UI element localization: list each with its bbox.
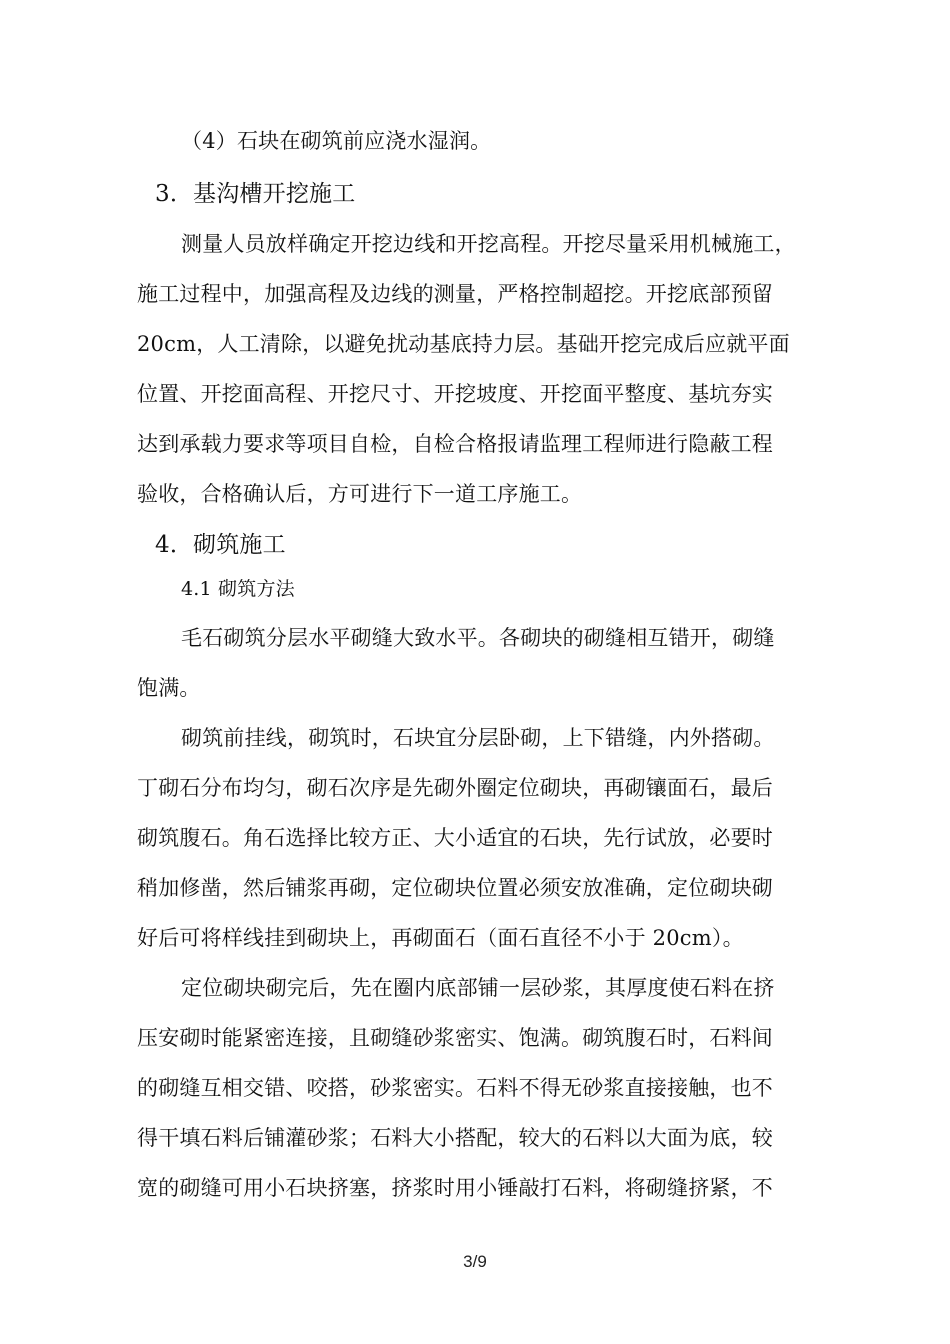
page-number: 3/9	[463, 1252, 487, 1271]
paragraph-line: 饱满。	[137, 676, 201, 700]
section-4-heading: 4．砌筑施工	[155, 532, 286, 558]
paragraph-line: 稍加修凿，然后铺浆再砌，定位砌块位置必须安放准确，定位砌块砌	[137, 876, 773, 900]
paragraph-line: 测量人员放样确定开挖边线和开挖高程。开挖尽量采用机械施工，	[181, 232, 796, 256]
paragraph-line: 丁砌石分布均匀，砌石次序是先砌外圈定位砌块，再砌镶面石，最后	[137, 776, 773, 800]
list-item-4: （4）石块在砌筑前应浇水湿润。	[181, 129, 492, 153]
paragraph-line: 宽的砌缝可用小石块挤塞，挤浆时用小锤敲打石料，将砌缝挤紧，不	[137, 1176, 773, 1200]
paragraph-line: 砌筑前挂线，砌筑时，石块宜分层卧砌，上下错缝，内外搭砌。	[181, 726, 775, 750]
subsection-4-1-heading: 4.1 砌筑方法	[181, 578, 295, 600]
paragraph-line: 20cm，人工清除，以避免扰动基底持力层。基础开挖完成后应就平面	[137, 332, 790, 356]
paragraph-line: 施工过程中，加强高程及边线的测量，严格控制超挖。开挖底部预留	[137, 282, 773, 306]
paragraph-line: 毛石砌筑分层水平砌缝大致水平。各砌块的砌缝相互错开，砌缝	[181, 626, 775, 650]
paragraph-line: 验收，合格确认后，方可进行下一道工序施工。	[137, 482, 583, 506]
paragraph-line: 的砌缝互相交错、咬搭，砂浆密实。石料不得无砂浆直接接触，也不	[137, 1076, 773, 1100]
paragraph-line: 位置、开挖面高程、开挖尺寸、开挖坡度、开挖面平整度、基坑夯实	[137, 382, 773, 406]
section-3-heading: 3．基沟槽开挖施工	[155, 181, 356, 207]
paragraph-line: 得干填石料后铺灌砂浆；石料大小搭配，较大的石料以大面为底，较	[137, 1126, 773, 1150]
paragraph-line: 定位砌块砌完后，先在圈内底部铺一层砂浆，其厚度使石料在挤	[181, 976, 775, 1000]
paragraph-line: 好后可将样线挂到砌块上，再砌面石（面石直径不小于 20cm）。	[137, 926, 744, 950]
paragraph-line: 达到承载力要求等项目自检，自检合格报请监理工程师进行隐蔽工程	[137, 432, 773, 456]
paragraph-line: 压安砌时能紧密连接，且砌缝砂浆密实、饱满。砌筑腹石时，石料间	[137, 1026, 773, 1050]
paragraph-line: 砌筑腹石。角石选择比较方正、大小适宜的石块，先行试放，必要时	[137, 826, 773, 850]
